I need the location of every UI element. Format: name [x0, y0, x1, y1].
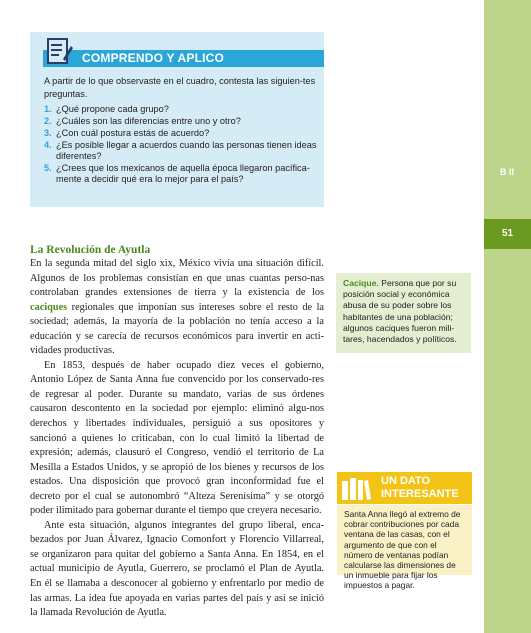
paragraph-2: En 1853, después de haber ocupado diez veces el gobierno, Antonio López de Santa Anna fue convencido por los conservado-res de regresar al poder. Durante su mandato, varias de sus órdenes causaron descontento en la sociedad por ejemplo: eliminó algu-nos derechos y libertades individuales, persiguió a sus opositores y sancionó a quienes lo criticaban, con lo cual limitó la libertad de expresión; además, clausuró el Congreso, vendió el territorio de La Mesilla a Estados Unidos, y se apropió de los bienes y recursos de los estados. Una disposición que provocó gran inconformidad fue el decreto por el cual se autonombró “Alteza Serenísima” y se otorgó poder ilimitado para gobernar durante el tiempo que creyera necesario.: [30, 359, 324, 517]
question-item: [44, 140, 319, 162]
question-text: ¿Crees que los mexicanos de aquella época llegaron pacífica-mente a decidir qué era lo mejor para el país?: [56, 163, 310, 184]
question-text: ¿Qué propone cada grupo?: [56, 104, 169, 114]
dato-title-line1: UN DATO: [381, 475, 431, 487]
activity-header: [30, 32, 324, 69]
activity-intro: A partir de lo que observaste en el cuadro, contesta las siguien-tes preguntas.: [44, 76, 316, 99]
paragraph-3: Ante esta situación, algunos integrantes del grupo liberal, enca-bezados por Juan Álvarez, Ignacio Comonfort y Florencio Villarreal, se organizaron para quitar del gobierno a Santa Anna. En 1854, en el actual municipio de Ayutla, Guerrero, se proclamó el Plan de Ayutla. En él se llamaba a desconocer al gobierno y enfrentarlo por medio de las armas. La idea fue apoyada en varias partes del país y así se inició la llamada Revolución de Ayutla.: [30, 519, 324, 619]
question-item: [44, 163, 319, 185]
question-item: [44, 104, 319, 115]
books-icon: [341, 475, 371, 501]
paragraph-1: [30, 257, 324, 359]
glossary-keyword: caciques: [30, 301, 68, 313]
dato-header: [337, 472, 472, 504]
glossary-term: Cacique.: [343, 278, 379, 288]
question-text: ¿Cuáles son las diferencias entre uno y otro?: [56, 116, 241, 126]
question-number: 1.: [44, 104, 52, 114]
block-label: B II: [499, 167, 514, 177]
question-text: ¿Con cuál postura estás de acuerdo?: [56, 128, 210, 138]
question-number: 4.: [44, 140, 52, 150]
question-text: ¿Es posible llegar a acuerdos cuando las personas tienen ideas diferentes?: [56, 140, 317, 161]
section-side-tab: [484, 0, 531, 633]
question-item: [44, 128, 319, 139]
dato-text: Santa Anna llegó al extremo de cobrar contribuciones por cada ventana de las casas, con el argumento de que con el número de ventanas podían calcularse las dimensiones de un inmueble para fijar los impuestos a pagar.: [337, 505, 472, 575]
paragraph-text: En la segunda mitad del siglo xix, México vivía una situación difícil. Algunos de los problemas consistían en que unas cuantas perso-nas controlaban grandes extensiones de tierra y la existencia de los: [30, 258, 324, 299]
question-number: 5.: [44, 163, 52, 173]
activity-title: COMPRENDO Y APLICO: [82, 51, 225, 65]
question-item: [44, 116, 319, 127]
paragraph-text: regionales que imponían sus intereses sobre el resto de la sociedad; además, la mayoría de la población no tenía acceso a la educación y se carecía de recursos económicos para invertir en acti-vidades productivas.: [30, 301, 324, 357]
glossary-definition: Persona que por su posición social y económica abusa de su poder sobre los habitantes de una población; algunos caciques fueron mili-tares, hacendados y políticos.: [343, 278, 457, 345]
question-number: 2.: [44, 116, 52, 126]
page-number: 51: [484, 219, 531, 249]
activity-box: [30, 32, 324, 207]
glossary-box: [336, 273, 471, 353]
body-text: [30, 257, 324, 621]
section-title: La Revolución de Ayutla: [30, 244, 151, 256]
question-list: [44, 104, 319, 186]
dato-title-line2: INTERESANTE: [381, 488, 459, 500]
document-pencil-icon: [46, 37, 73, 65]
question-number: 3.: [44, 128, 52, 138]
